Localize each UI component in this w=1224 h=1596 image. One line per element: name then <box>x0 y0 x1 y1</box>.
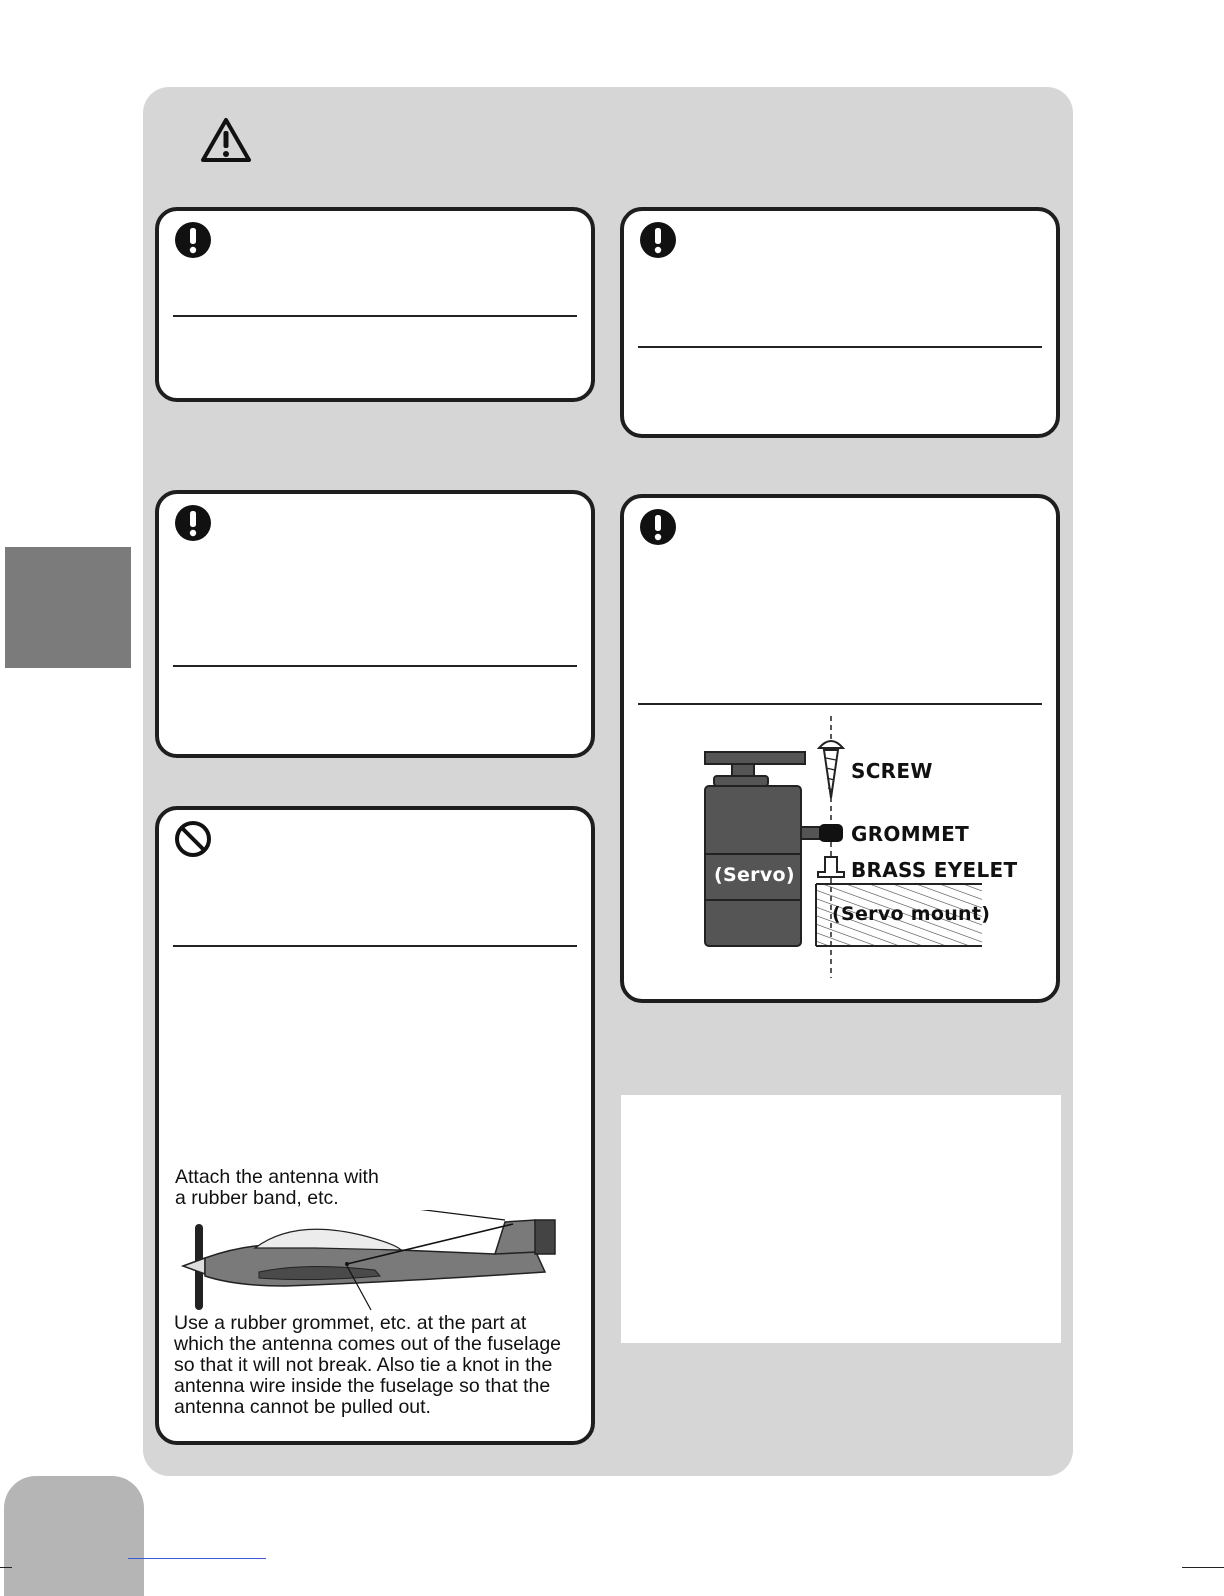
card-divider <box>173 665 577 667</box>
prohibition-icon <box>174 820 212 858</box>
screw-icon <box>819 741 843 748</box>
servo-mount-diagram <box>700 712 1030 984</box>
rudder <box>535 1220 555 1254</box>
canopy <box>255 1229 401 1250</box>
exclamation-icon <box>639 508 677 546</box>
caution-card-2 <box>620 207 1060 438</box>
grommet-icon <box>819 824 843 842</box>
servo-label: (Servo) <box>714 864 795 886</box>
link-underline <box>128 1558 266 1559</box>
brass-eyelet-label: BRASS EYELET <box>851 858 1018 882</box>
note-box <box>621 1095 1061 1343</box>
card-divider <box>638 703 1042 705</box>
card-divider <box>173 945 577 947</box>
screw-label: SCREW <box>851 759 933 783</box>
page-number-tab <box>4 1476 144 1596</box>
caution-card-1 <box>155 207 595 402</box>
exclamation-icon <box>174 221 212 259</box>
caution-card-3 <box>155 490 595 758</box>
servo-mount-label: (Servo mount) <box>832 903 991 925</box>
airplane-diagram <box>175 1210 565 1315</box>
servo-horn <box>705 752 805 764</box>
fuselage <box>205 1245 545 1287</box>
eyelet-icon <box>818 857 844 877</box>
exclamation-icon <box>639 221 677 259</box>
section-tab <box>5 547 131 668</box>
grommet-label: GROMMET <box>851 822 970 846</box>
warning-triangle-icon <box>200 117 252 163</box>
card-divider <box>173 315 577 317</box>
grommet-caption: Use a rubber grommet, etc. at the part at which the antenna comes out of the fuselage so that it will not break. Also tie a knot in the antenna wire inside the fuselage so that the antenna cannot be pulled out. <box>174 1312 562 1418</box>
wing <box>259 1266 380 1279</box>
card-divider <box>638 346 1042 348</box>
bottom-rule-right <box>1182 1567 1224 1568</box>
attach-antenna-caption: Attach the antenna with a rubber band, etc. <box>175 1166 379 1209</box>
exclamation-icon <box>174 504 212 542</box>
bottom-rule-left <box>0 1567 12 1568</box>
